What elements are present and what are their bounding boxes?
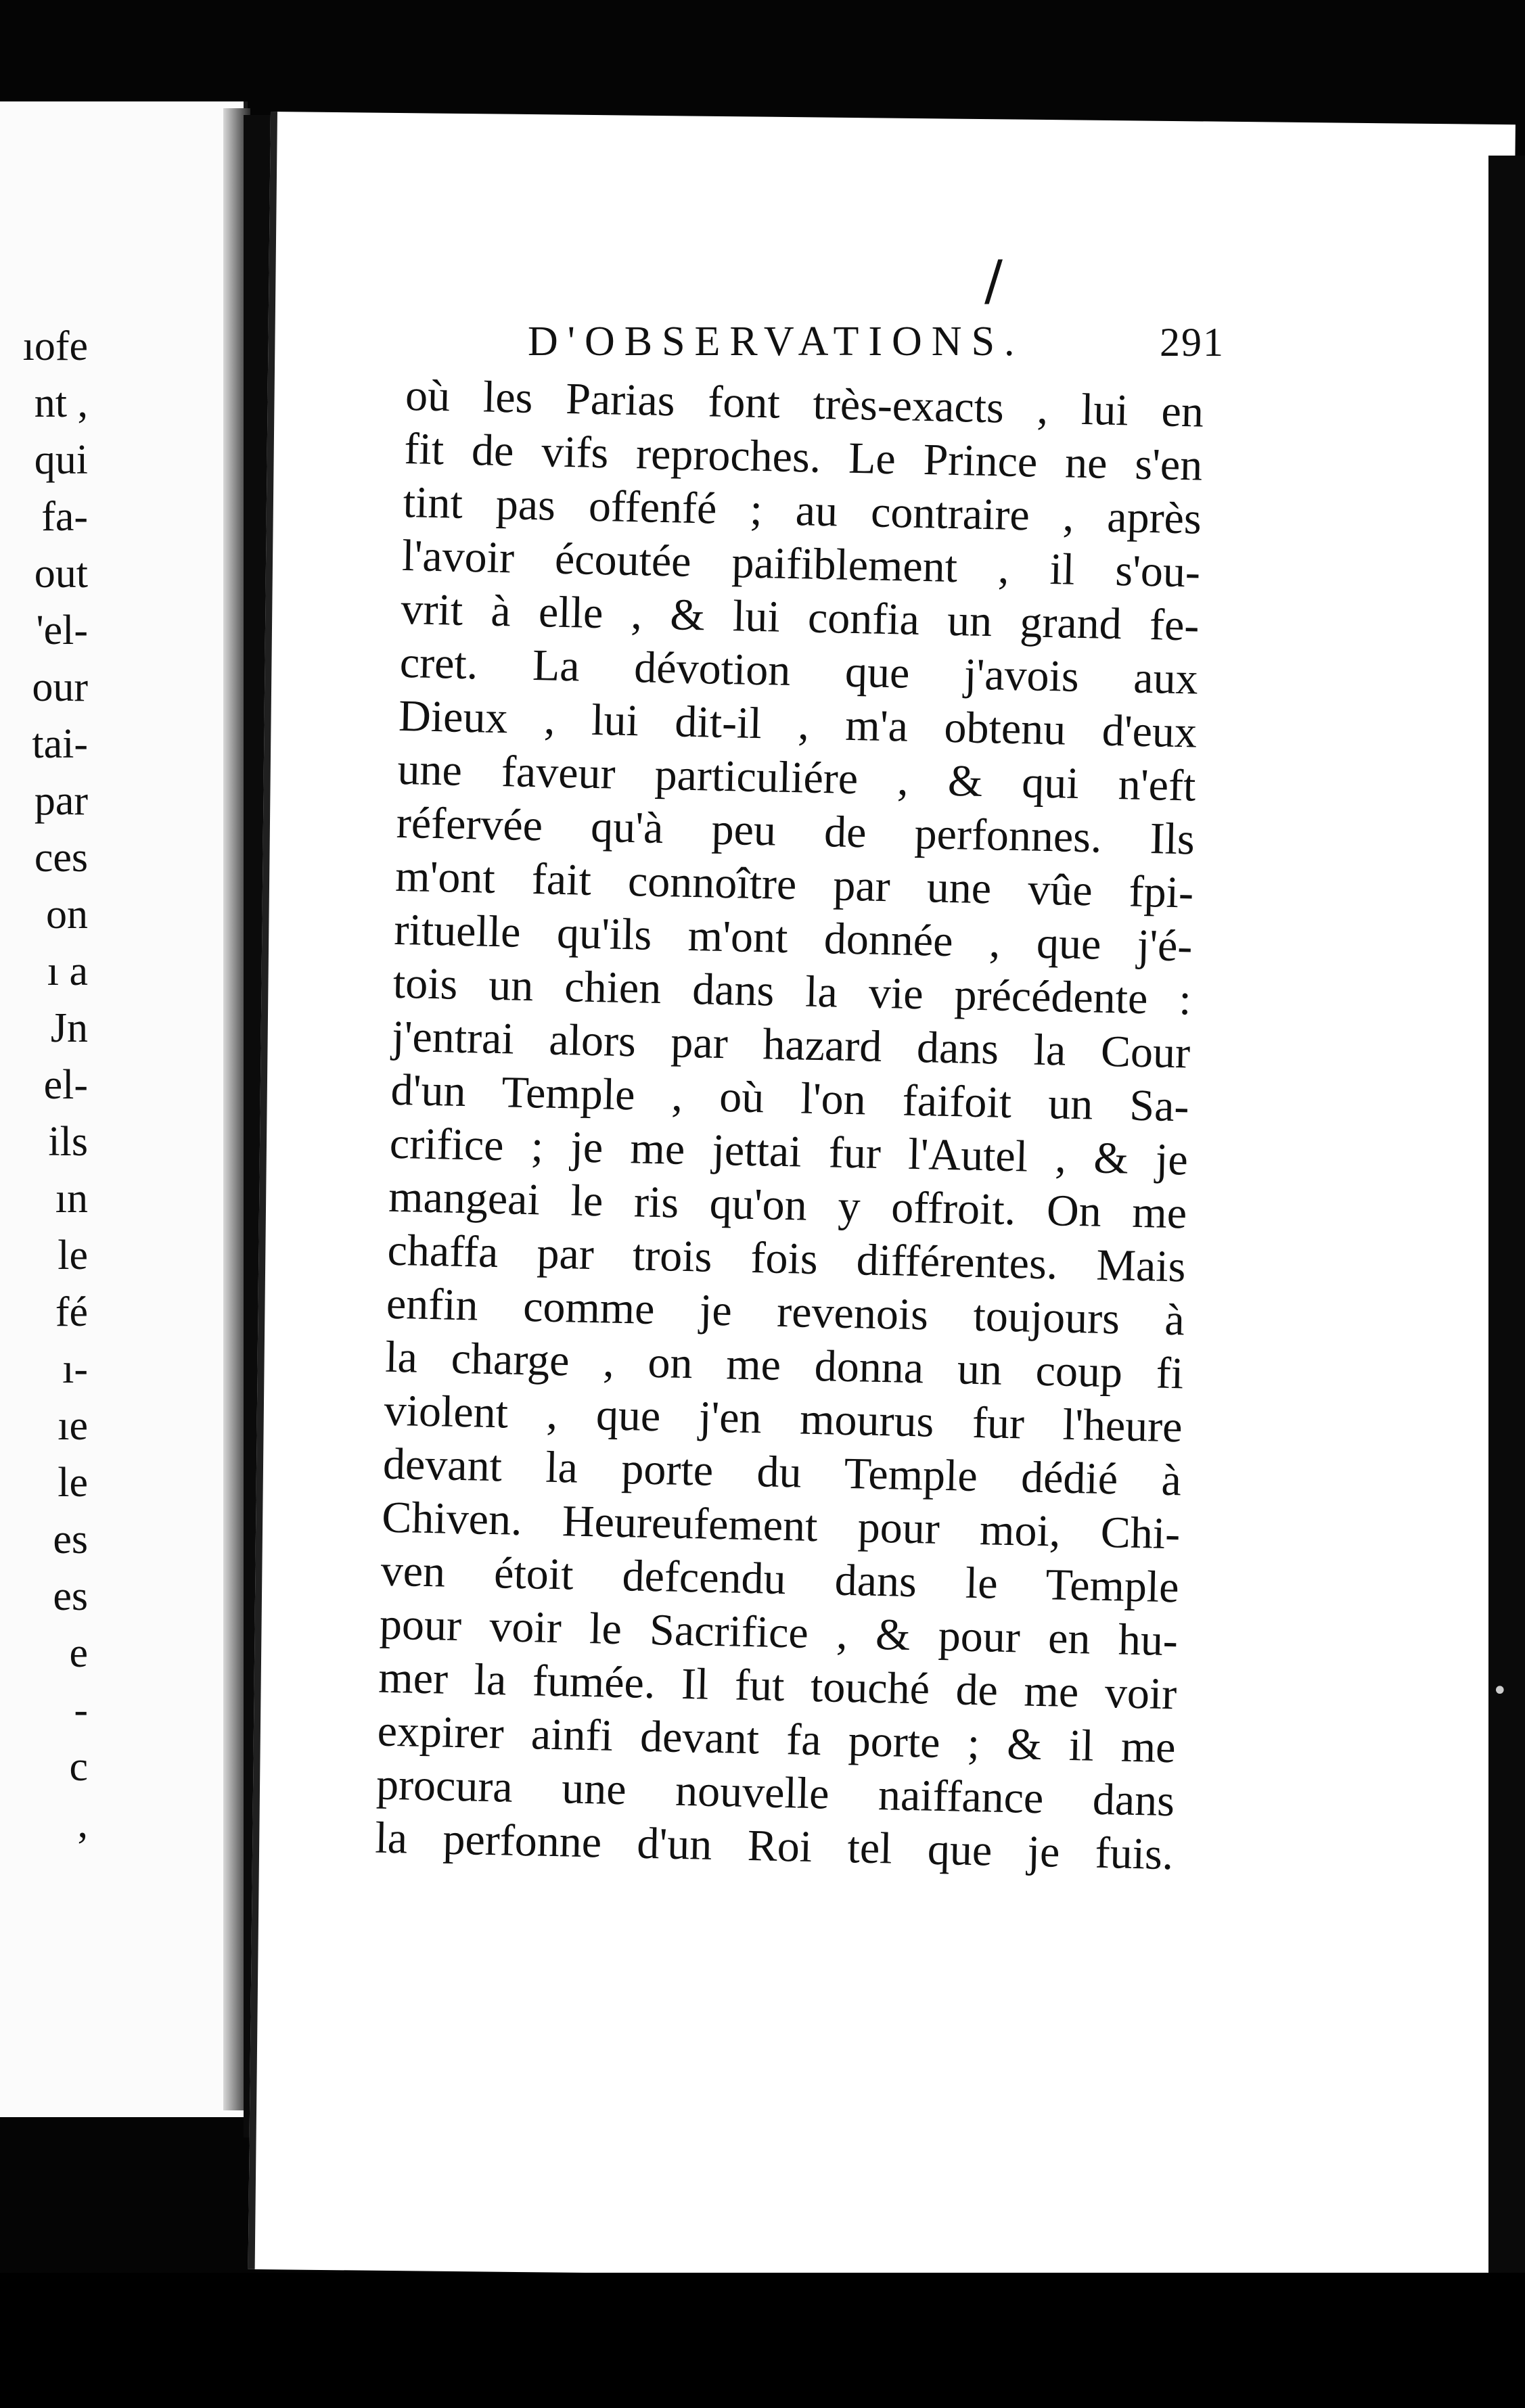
text-line: l'avoir écoutée paifiblement , il s'ou- [401, 530, 1201, 597]
left-page-fragment: es [53, 1573, 88, 1619]
text-line: tois un chien dans la vie précédente : [392, 958, 1192, 1025]
left-page-fragment: ils [48, 1119, 88, 1165]
left-page-fragment: our [32, 664, 88, 710]
body-text [375, 369, 1218, 1882]
left-page-fragment: ces [34, 835, 88, 881]
left-page-fragment: - [74, 1687, 88, 1733]
left-page-fragment: fa- [41, 494, 88, 540]
left-page-fragment: out [34, 551, 88, 597]
text-line: crifice ; je me jettai fur l'Autel , & je [389, 1118, 1189, 1185]
bottom-shadow [0, 2273, 1525, 2408]
left-page-text-fragments [0, 318, 95, 1852]
text-line: devant la porte du Temple dédié à [382, 1439, 1182, 1506]
right-page-edge [1488, 156, 1525, 2279]
text-line: vrit à elle , & lui confia un grand fe- [400, 584, 1200, 651]
left-page-fragment: , [77, 1801, 88, 1847]
left-page-fragment: ıe [58, 1403, 88, 1449]
text-line: tint pas offenfé ; au contraire , après [403, 477, 1202, 544]
left-page-fragment: nt , [34, 380, 88, 426]
page-number: 291 [1160, 320, 1225, 365]
left-page-fragment: c [69, 1744, 88, 1790]
text-line: j'entrai alors par hazard dans la Cour [391, 1011, 1191, 1078]
left-page-fragment: on [46, 892, 88, 937]
text-line: la perfonne d'un Roi tel que je fuis. [374, 1813, 1175, 1880]
left-page-fragment: e [69, 1630, 88, 1676]
text-line: expirer ainfi devant fa porte ; & il me [377, 1706, 1177, 1773]
text-line: fit de vifs reproches. Le Prince ne s'en [403, 423, 1204, 490]
left-page-fragment: 'el- [36, 607, 88, 653]
text-line: réfervée qu'à peu de perfonnes. Ils [396, 797, 1196, 864]
left-page-fragment: tai- [32, 721, 88, 767]
left-page-fragment: ı a [47, 948, 88, 994]
ink-speck-top: / [984, 249, 1003, 312]
text-line: Dieux , lui dit-il , m'a obtenu d'eux [398, 691, 1198, 758]
text-line: Chiven. Heureufement pour moi, Chi- [381, 1492, 1181, 1559]
text-line: procura une nouvelle naiffance dans [375, 1759, 1175, 1826]
text-line: m'ont fait connoître par une vûe fpi- [394, 851, 1194, 918]
text-line: cret. La dévotion que j'avois aux [399, 637, 1199, 704]
left-page-fragment: Jn [50, 1005, 88, 1051]
text-line: une faveur particuliére , & qui n'eft [396, 744, 1197, 811]
ink-speck-right: • [1492, 1675, 1508, 1707]
left-page-fragment: el- [43, 1062, 88, 1108]
text-line: mer la fumée. Il fut touché de me voir [378, 1652, 1177, 1719]
text-line: mangeai le ris qu'on y offroit. On me [388, 1172, 1187, 1238]
text-line: où les Parias font très-exacts , lui en [405, 370, 1204, 437]
left-page-fragment: es [53, 1516, 88, 1562]
left-page-fragment: fé [55, 1289, 88, 1335]
text-line: ven étoit defcendu dans le Temple [380, 1546, 1180, 1613]
left-page-fragment: ıofe [22, 323, 88, 369]
left-page-fragment: qui [34, 437, 88, 483]
text-line: violent , que j'en mourus fur l'heure [383, 1385, 1183, 1452]
left-page-fragment: le [58, 1460, 88, 1506]
left-page-fragment: ı- [62, 1346, 88, 1392]
text-line: rituelle qu'ils m'ont donnée , que j'é- [393, 904, 1193, 971]
text-line: enfin comme je revenois toujours à [386, 1278, 1185, 1345]
text-line: pour voir le Sacrifice , & pour en hu- [379, 1599, 1179, 1666]
text-line: d'un Temple , où l'on faifoit un Sa- [390, 1065, 1190, 1132]
running-head-title: D'OBSERVATIONS. [528, 319, 1024, 365]
text-line: la charge , on me donna un coup fi [384, 1332, 1184, 1399]
running-head [528, 318, 1225, 372]
left-facing-page [0, 101, 248, 2117]
left-page-fragment: par [34, 778, 88, 824]
left-page-fragment: ın [55, 1176, 88, 1222]
left-page-fragment: le [58, 1232, 88, 1278]
text-line: chaffa par trois fois différentes. Mais [386, 1225, 1187, 1292]
